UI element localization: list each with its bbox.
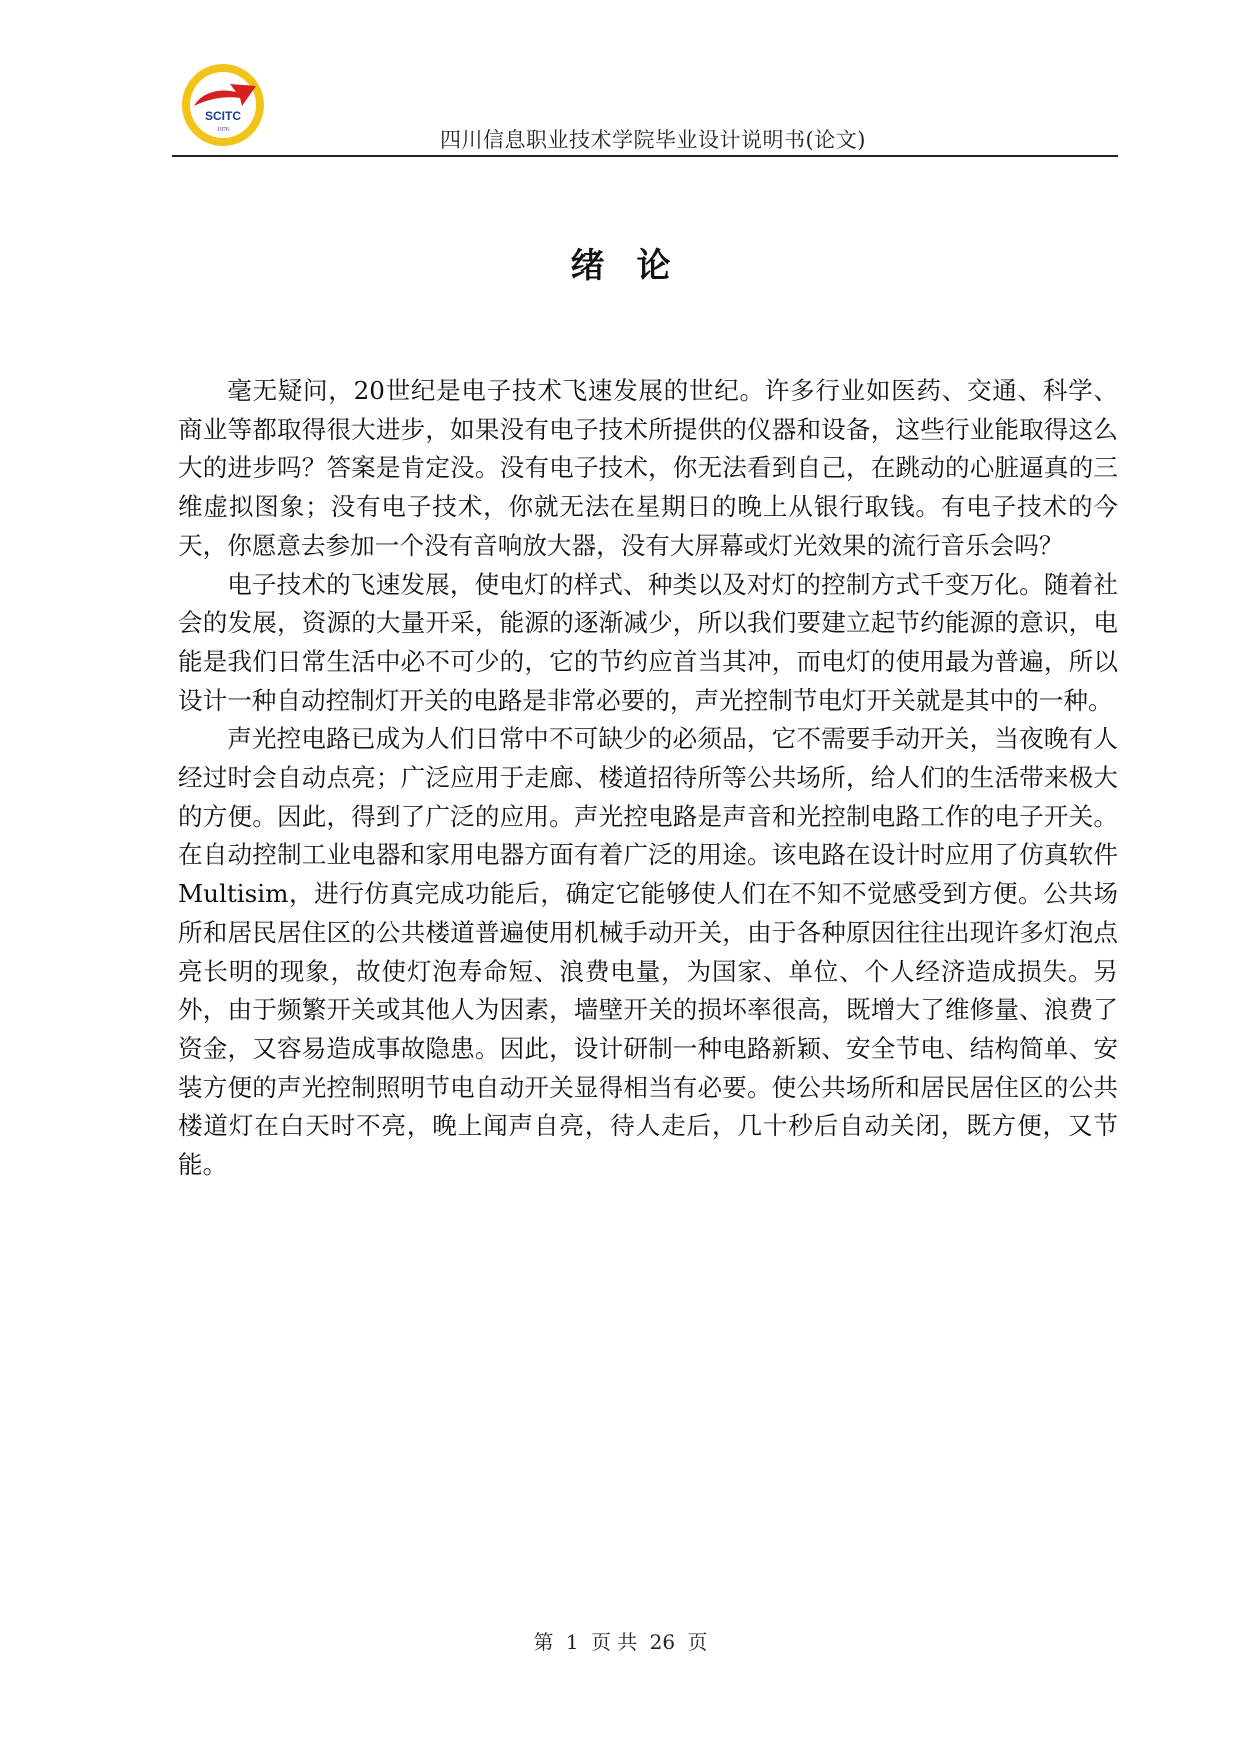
school-logo	[180, 62, 266, 148]
logo-year: 1976	[217, 127, 229, 133]
page-label-prefix: 第	[533, 1630, 554, 1654]
body-text	[178, 372, 1118, 1185]
header-divider	[172, 155, 1118, 157]
section-heading: 绪论	[570, 246, 703, 286]
logo-text: SCITC	[205, 109, 241, 123]
paragraph-3: 声光控电路已成为人们日常中不可缺少的必须品，它不需要手动开关，当夜晚有人经过时会自动点亮；广泛应用于走廊、楼道招待所等公共场所，给人们的生活带来极大的方便。因此，得到了广泛的应用。声光控电路是声音和光控制电路工作的电子开关。在自动控制工业电器和家用电器方面有着广泛的用途。该电路在设计时应用了仿真软件Multisim，进行仿真完成功能后，确定它能够使人们在不知不觉感受到方便。公共场所和居民居住区的公共楼道普遍使用机械手动开关，由于各种原因往往出现许多灯泡点亮长明的现象，故使灯泡寿命短、浪费电量，为国家、单位、个人经济造成损失。另外，由于频繁开关或其他人为因素，墙壁开关的损坏率很高，既增大了维修量、浪费了资金，又容易造成事故隐患。因此，设计研制一种电路新颖、安全节电、结构简单、安装方便的声光控制照明节电自动开关显得相当有必要。使公共场所和居民居住区的公共楼道灯在白天时不亮，晚上闻声自亮，待人走后，几十秒后自动关闭，既方便，又节能。	[178, 724, 1118, 1180]
page-label-suffix: 页	[687, 1630, 708, 1654]
page-label-mid: 页 共	[590, 1630, 638, 1654]
page-number: 1	[565, 1630, 579, 1654]
total-pages: 26	[649, 1630, 676, 1654]
paragraph-1: 毫无疑问，20世纪是电子技术飞速发展的世纪。许多行业如医药、交通、科学、商业等都取得很大进步，如果没有电子技术所提供的仪器和设备，这些行业能取得这么大的进步吗？答案是肯定没。没有电子技术，你无法看到自己，在跳动的心脏逼真的三维虚拟图象；没有电子技术，你就无法在星期日的晚上从银行取钱。有电子技术的今天，你愿意去参加一个没有音响放大器，没有大屏幕或灯光效果的流行音乐会吗？	[178, 376, 1118, 560]
page-footer	[0, 1626, 1241, 1655]
paragraph-2: 电子技术的飞速发展，使电灯的样式、种类以及对灯的控制方式千变万化。随着社会的发展，资源的大量开采，能源的逐渐减少，所以我们要建立起节约能源的意识，电能是我们日常生活中必不可少的，它的节约应首当其冲，而电灯的使用最为普遍，所以设计一种自动控制灯开关的电路是非常必要的，声光控制节电灯开关就是其中的一种。	[178, 569, 1118, 715]
header-title: 四川信息职业技术学院毕业设计说明书(论文)	[440, 128, 866, 152]
